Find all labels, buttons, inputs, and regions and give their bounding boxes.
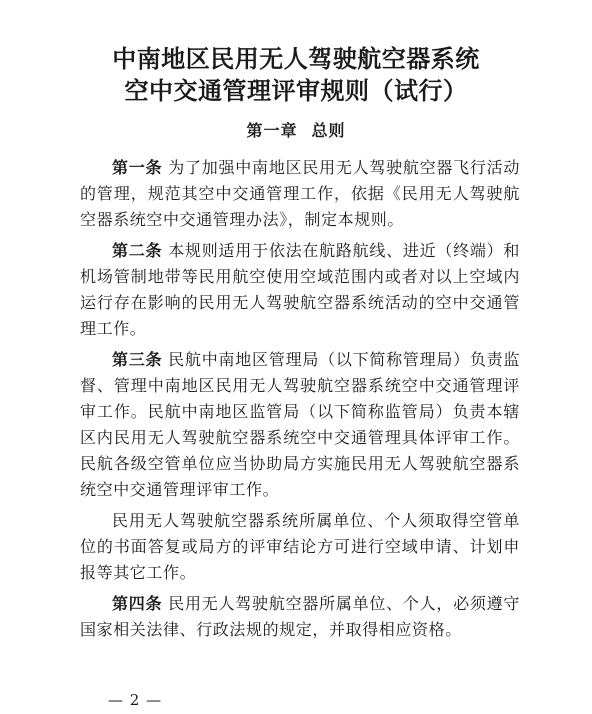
- article-paragraph: [80, 347, 520, 503]
- chapter-heading: [0, 120, 592, 142]
- article-text: 为了加强中南地区民用无人驾驶航空器飞行活动的管理，规范其空中交通管理工作，依据《民用无人驾驶航空器系统空中交通管理办法》，制定本规则。: [80, 158, 520, 229]
- article-label: 第一条: [112, 158, 163, 177]
- article-label: 第二条: [112, 241, 163, 260]
- article-label: 第四条: [112, 594, 163, 613]
- chapter-name: 总则: [311, 121, 346, 140]
- article-text: 民用无人驾驶航空器所属单位、个人，必须遵守国家相关法律、行政法规的规定，并取得相应资格。: [80, 594, 520, 639]
- article-text: 本规则适用于依法在航路航线、进近（终端）和机场管制地带等民用航空使用空域范围内或者对以上空域内运行存在影响的民用无人驾驶航空器系统活动的空中交通管理工作。: [80, 241, 520, 338]
- chapter-number: 第一章: [246, 121, 298, 140]
- document-title-line-1: 中南地区民用无人驾驶航空器系统: [112, 44, 480, 73]
- page-number: — 2 —: [108, 691, 163, 709]
- article-paragraph: [80, 238, 520, 342]
- article-paragraph: [80, 155, 520, 233]
- article-text: 民航中南地区管理局（以下简称管理局）负责监督、管理中南地区民用无人驾驶航空器系统空中交通管理评审工作。民航中南地区监管局（以下简称监管局）负责本辖区内民用无人驾驶航空器系统空中交通管理具体评审工作。民航各级空管单位应当协助局方实施民用无人驾驶航空器系统空中交通管理评审工作。: [80, 350, 520, 499]
- article-text: 民用无人驾驶航空器系统所属单位、个人须取得空管单位的书面答复或局方的评审结论方可进行空域申请、计划申报等其它工作。: [80, 511, 520, 582]
- article-label: 第三条: [112, 350, 163, 369]
- article-paragraph: [80, 508, 520, 586]
- article-paragraph: [80, 591, 520, 643]
- document-body: [80, 155, 520, 648]
- document-title-line-2: 空中交通管理评审规则（试行）: [124, 76, 468, 105]
